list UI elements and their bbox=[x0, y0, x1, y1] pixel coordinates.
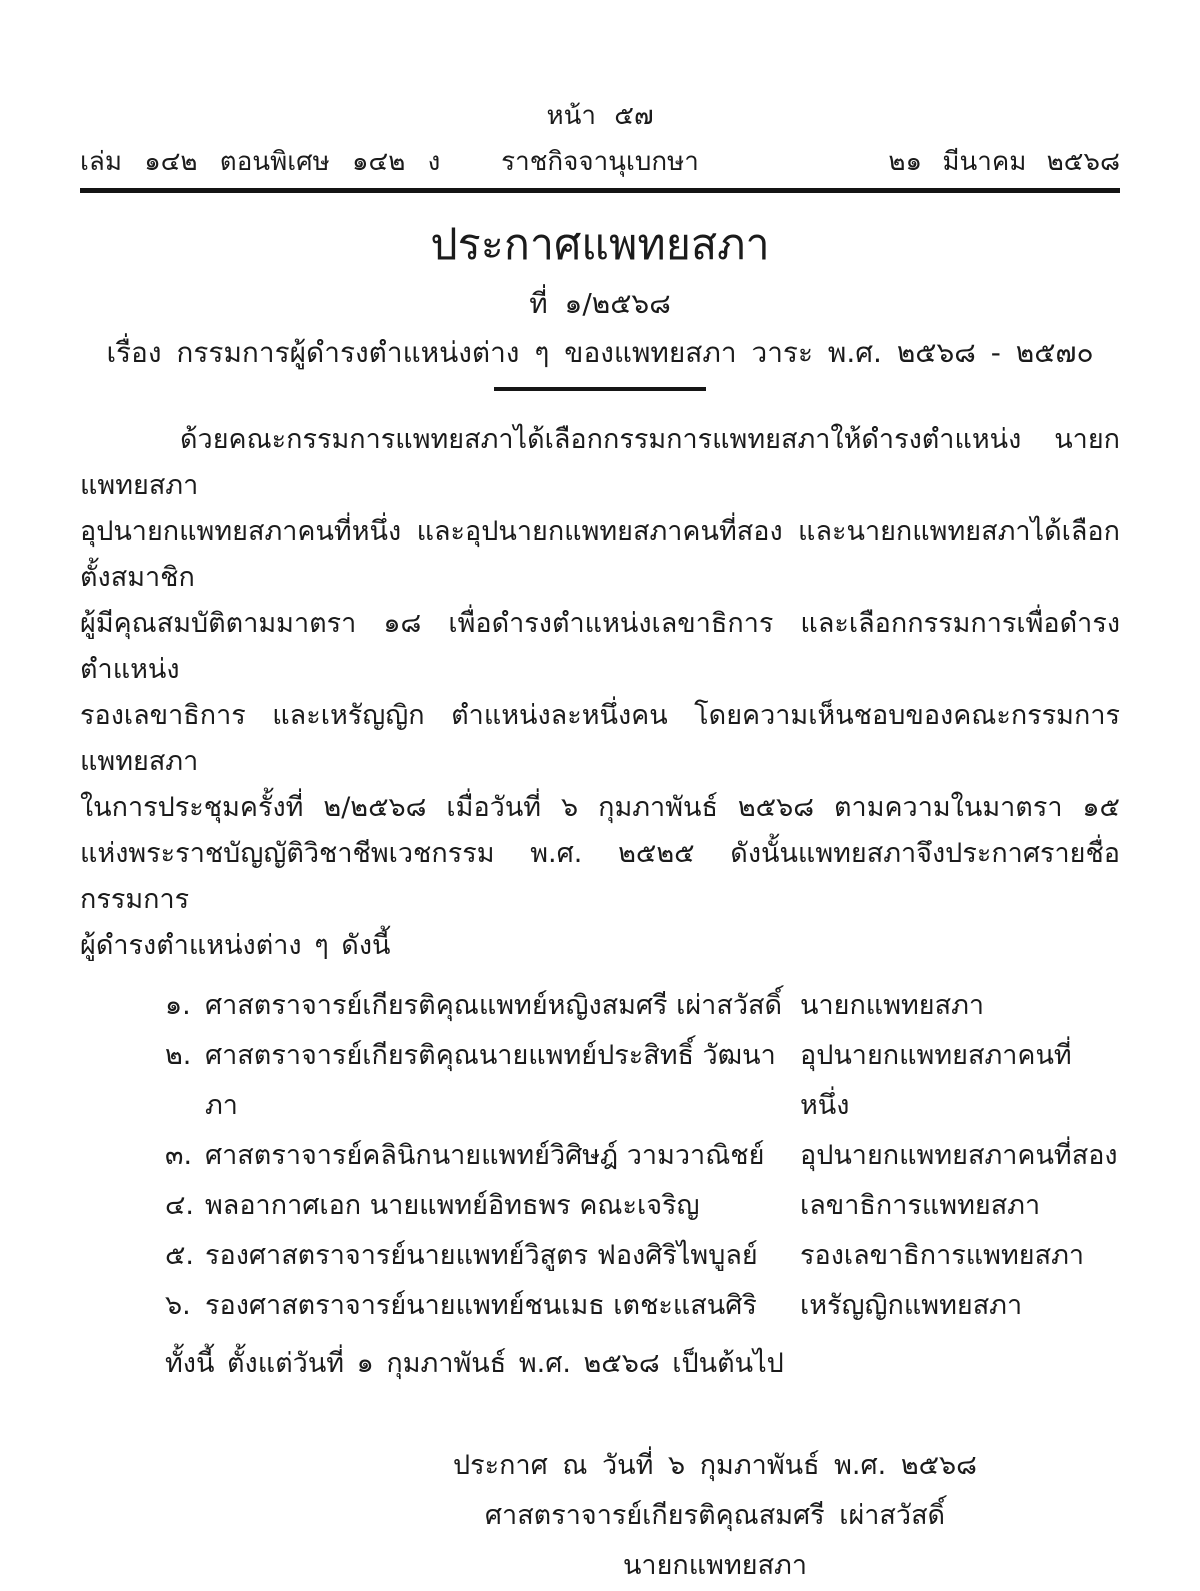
appointment-row bbox=[80, 1131, 1120, 1181]
appointment-position: นายกแพทยสภา bbox=[800, 990, 985, 1021]
appointment-name: ศาสตราจารย์เกียรติคุณนายแพทย์ประสิทธิ์ วัฒนาภา bbox=[205, 1040, 776, 1121]
gazette-page bbox=[0, 100, 1200, 1591]
publication-date: ๒๑ มีนาคม ๒๕๖๘ bbox=[888, 147, 1120, 177]
appointment-number: ๖. bbox=[165, 1290, 191, 1321]
body-line: ในการประชุมครั้งที่ ๒/๒๕๖๘ เมื่อวันที่ ๖ กุมภาพันธ์ ๒๕๖๘ ตามความในมาตรา ๑๕ bbox=[80, 792, 1120, 823]
announcement-number: ที่ ๑/๒๕๖๘ bbox=[529, 287, 671, 320]
body-line: ด้วยคณะกรรมการแพทยสภาได้เลือกกรรมการแพทยสภาให้ดำรงตำแหน่ง นายกแพทยสภา bbox=[80, 424, 1120, 501]
announced-date-line: ประกาศ ณ วันที่ ๖ กุมภาพันธ์ พ.ศ. ๒๕๖๘ bbox=[452, 1450, 978, 1481]
appointment-row bbox=[80, 1031, 1120, 1131]
appointment-position: รองเลขาธิการแพทยสภา bbox=[800, 1240, 1085, 1271]
appointment-number: ๓. bbox=[165, 1140, 193, 1171]
volume-issue: เล่ม ๑๔๒ ตอนพิเศษ ๑๔๒ ง bbox=[80, 147, 441, 177]
appointment-name: ศาสตราจารย์เกียรติคุณแพทย์หญิงสมศรี เผ่าสวัสดิ์ bbox=[205, 990, 782, 1021]
signature-block bbox=[195, 1441, 1200, 1591]
appointment-row bbox=[80, 1181, 1120, 1231]
appointment-row bbox=[80, 1281, 1120, 1331]
signatory-position: นายกแพทยสภา bbox=[622, 1550, 808, 1581]
body-line: ผู้มีคุณสมบัติตามมาตรา ๑๘ เพื่อดำรงตำแหน่งเลขาธิการ และเลือกกรรมการเพื่อดำรงตำแหน่ง bbox=[80, 608, 1120, 685]
body-line: รองเลขาธิการ และเหรัญญิก ตำแหน่งละหนึ่งคน โดยความเห็นชอบของคณะกรรมการแพทยสภา bbox=[80, 700, 1120, 777]
appointment-name: รองศาสตราจารย์นายแพทย์ชนเมธ เตชะแสนศิริ bbox=[205, 1290, 757, 1321]
appointment-name: รองศาสตราจารย์นายแพทย์วิสูตร ฟองศิริไพบูลย์ bbox=[205, 1240, 758, 1271]
appointment-name: พลอากาศเอก นายแพทย์อิทธพร คณะเจริญ bbox=[205, 1190, 700, 1221]
appointment-number: ๒. bbox=[165, 1040, 192, 1071]
gazette-masthead bbox=[80, 146, 1120, 178]
appointment-name: ศาสตราจารย์คลินิกนายแพทย์วิศิษฎ์ วามวาณิชย์ bbox=[205, 1140, 765, 1171]
title-block bbox=[80, 219, 1120, 391]
body-line: อุปนายกแพทยสภาคนที่หนึ่ง และอุปนายกแพทยสภาคนที่สอง และนายกแพทยสภาได้เลือกตั้งสมาชิก bbox=[80, 516, 1120, 593]
appointment-position: อุปนายกแพทยสภาคนที่สอง bbox=[800, 1140, 1118, 1171]
appointment-number: ๔. bbox=[165, 1190, 195, 1221]
body-paragraph bbox=[80, 417, 1120, 969]
gazette-name: ราชกิจจานุเบกษา bbox=[501, 147, 699, 177]
announcement-subject: เรื่อง กรรมการผู้ดำรงตำแหน่งต่าง ๆ ของแพทยสภา วาระ พ.ศ. ๒๕๖๘ - ๒๕๗๐ bbox=[106, 336, 1094, 369]
body-line: แห่งพระราชบัญญัติวิชาชีพเวชกรรม พ.ศ. ๒๕๒๕ ดังนั้นแพทยสภาจึงประกาศรายชื่อกรรมการ bbox=[80, 838, 1120, 915]
appointment-position: เลขาธิการแพทยสภา bbox=[800, 1190, 1041, 1221]
page-number: หน้า ๕๗ bbox=[546, 101, 654, 131]
appointment-position: อุปนายกแพทยสภาคนที่หนึ่ง bbox=[800, 1040, 1072, 1121]
appointment-row bbox=[80, 981, 1120, 1031]
appointment-position: เหรัญญิกแพทยสภา bbox=[800, 1290, 1023, 1321]
effective-date-line: ทั้งนี้ ตั้งแต่วันที่ ๑ กุมภาพันธ์ พ.ศ. ๒๕๖๘ เป็นต้นไป bbox=[165, 1348, 784, 1379]
header-rule bbox=[80, 188, 1120, 193]
signatory-name: ศาสตราจารย์เกียรติคุณสมศรี เผ่าสวัสดิ์ bbox=[484, 1500, 946, 1531]
appointment-number: ๕. bbox=[165, 1240, 195, 1271]
title-divider bbox=[494, 387, 706, 391]
appointment-row bbox=[80, 1231, 1120, 1281]
body-line: ผู้ดำรงตำแหน่งต่าง ๆ ดังนี้ bbox=[80, 930, 391, 961]
appointments-list bbox=[80, 981, 1120, 1331]
announcement-title: ประกาศแพทยสภา bbox=[430, 220, 770, 270]
appointment-number: ๑. bbox=[165, 990, 191, 1021]
